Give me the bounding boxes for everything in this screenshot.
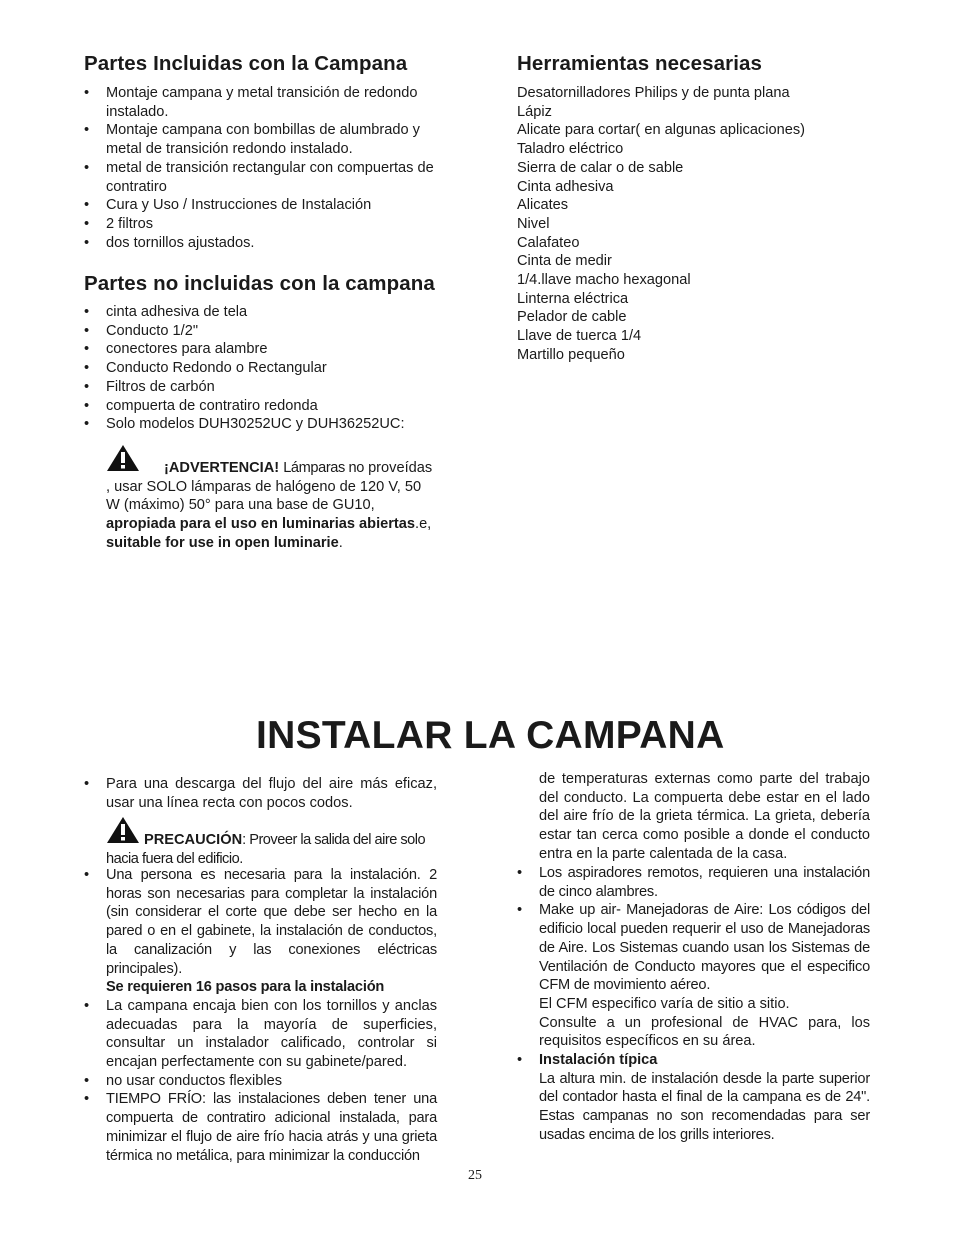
list-item: • Conducto 1/2" <box>84 322 440 341</box>
warning-block <box>106 444 436 553</box>
cfm-note: El CFM especifico varía de sitio a sitio. <box>539 995 790 1012</box>
makeup-air-text: Make up air- Manejadoras de Aire: Los códigos del edificio local pueden requerir el uso de Manejadoras de Aire. Los Sistemas cuando usan los Sistemas de Ventilación de Conducto mayores que el especifico CFM de movimiento aéreo. <box>539 902 870 994</box>
typical-install-label: • Instalación típica <box>539 1052 658 1069</box>
heading-included-parts: Partes Incluidas con la Campana <box>84 52 408 75</box>
list-item: Alicate para cortar( en algunas aplicaciones) <box>517 122 805 139</box>
list-item: • Para una descarga del flujo del aire más eficaz, usar una línea recta con pocos codos. <box>84 775 437 812</box>
list-item: • dos tornillos ajustados. <box>84 234 440 253</box>
list-item: • no usar conductos flexibles <box>84 1072 437 1091</box>
list-item: • 2 filtros <box>84 215 440 234</box>
list-item: Pelador de cable <box>517 309 627 326</box>
list-item: • La campana encaja bien con los tornillos y anclas adecuadas para la mayoría de superficies, consultar un instalador calificado, controlar si encajan perfectamente con su gabinete/pared. <box>84 997 437 1072</box>
install-list-right <box>517 864 870 1145</box>
list-item: Martillo pequeño <box>517 346 625 363</box>
list-item: Cinta adhesiva <box>517 178 614 195</box>
list-item <box>517 901 870 1051</box>
caution-label: PRECAUCIÓN <box>144 832 243 848</box>
install-list-left <box>84 775 437 812</box>
install-continuation: de temperaturas externas como parte del trabajo del conducto. La compuerta debe estar en el lado del aire frío de la grieta térmica. La grieta, debería estar tan cerca como posible a donde el conducto entra en la parte calentada de la casa. <box>539 771 870 862</box>
list-item: 1/4.llave macho hexagonal <box>517 272 691 289</box>
warning-text-1: Lámparas no <box>283 460 364 476</box>
list-item <box>84 866 437 997</box>
install-persons-text: Una persona es necesaria para la instalación. 2 horas son necesarias para completar la instalación (sin considerar el corte que debe ser hecho en la pared o en el gabinete, la instalación de conductos, la canalización y las conexiones eléctricas principales). <box>106 867 437 977</box>
caution-text: : Proveer la salida del aire solo hacia fuera del edificio. <box>106 832 426 867</box>
install-list-left-2 <box>84 866 437 1165</box>
list-item: Linterna eléctrica <box>517 290 629 307</box>
warning-bold-1: apropiada para el uso en luminarias abiertas <box>106 516 416 533</box>
caution-block <box>106 816 438 868</box>
list-item: Sierra de calar o de sable <box>517 159 684 176</box>
list-item: • metal de transición rectangular con compuertas de contratiro <box>84 159 440 196</box>
list-item: • Filtros de carbón <box>84 378 440 397</box>
heading-not-included-parts: Partes no incluidas con la campana <box>84 272 435 295</box>
list-item: • Los aspiradores remotos, requieren una instalación de cinco alambres. <box>517 864 870 901</box>
tools-list <box>517 84 877 365</box>
list-item: • cinta adhesiva de tela <box>84 303 440 322</box>
list-item <box>517 1051 870 1145</box>
install-steps-bold: Se requieren 16 pasos para la instalación <box>106 979 385 996</box>
warning-text-3: .e, <box>415 516 432 533</box>
list-item: • Solo modelos DUH30252UC y DUH36252UC: <box>84 415 440 434</box>
list-item: • Cura y Uso / Instrucciones de Instalación <box>84 196 440 215</box>
warning-text-2: proveídas , usar SOLO lámparas de halógeno de 120 V, 50 W (máximo) 50° para una base de GU10, <box>106 460 433 514</box>
list-item: Taladro eléctrico <box>517 141 624 158</box>
warning-label: ¡ADVERTENCIA! <box>164 460 280 476</box>
hvac-note: Consulte a un profesional de HVAC para, los requisitos específicos en su área. <box>539 1014 870 1050</box>
list-item: • Montaje campana con bombillas de alumbrado y metal de transición redondo instalado. <box>84 121 440 158</box>
list-item: Nivel <box>517 215 550 232</box>
warning-triangle-icon <box>106 816 140 850</box>
main-title: INSTALAR LA CAMPANA <box>256 714 725 757</box>
typical-install-text: La altura min. de instalación desde la parte superior del contador hasta el final de la campana es de 24". Estas campanas no son recomendadas para ser usadas encima de los grills interiores. <box>539 1070 870 1143</box>
list-item: Alicates <box>517 197 569 214</box>
heading-tools: Herramientas necesarias <box>517 52 763 75</box>
list-item: • TIEMPO FRÍO: las instalaciones deben tener una compuerta de contratiro adicional instalada, para minimizar el flujo de aire frío hacia atrás y una grieta térmica no metálica, para minimizar la conducción <box>84 1090 437 1165</box>
list-item: Llave de tuerca 1/4 <box>517 328 642 345</box>
warning-bold-2: suitable for use in open luminarie <box>106 534 339 551</box>
list-item: • conectores para alambre <box>84 340 440 359</box>
list-item: Cinta de medir <box>517 253 612 270</box>
warning-text-4: . <box>338 534 343 551</box>
list-item: • compuerta de contratiro redonda <box>84 397 440 416</box>
warning-triangle-icon <box>106 444 140 478</box>
list-item: • Montaje campana y metal transición de redondo instalado. <box>84 84 440 121</box>
list-item: Desatornilladores Philips y de punta plana <box>517 85 790 101</box>
not-included-parts-list <box>84 303 440 434</box>
included-parts-list <box>84 84 440 252</box>
list-item: Lápiz <box>517 103 552 120</box>
page-number: 25 <box>468 1168 482 1183</box>
list-item: Calafateo <box>517 234 580 251</box>
list-item: • Conducto Redondo o Rectangular <box>84 359 440 378</box>
